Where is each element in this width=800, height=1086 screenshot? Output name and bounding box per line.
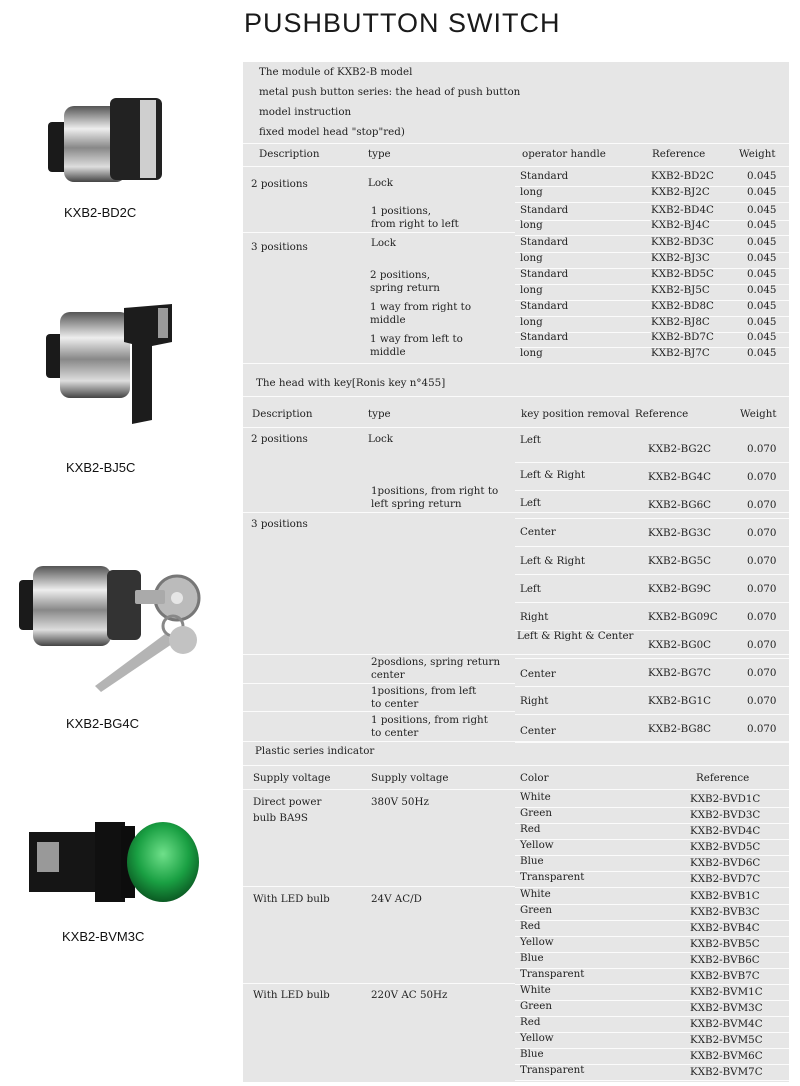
reference-cell: KXB2-BG8C — [648, 723, 712, 735]
type-label: to center — [371, 727, 419, 739]
color-cell: Transparent — [520, 871, 585, 883]
weight-cell: 0.045 — [747, 316, 777, 328]
row-divider — [243, 427, 789, 428]
row-divider — [243, 512, 789, 513]
reference-cell: KXB2-BVD4C — [690, 825, 761, 837]
type-label: Lock — [368, 433, 394, 445]
row-divider — [243, 396, 789, 397]
weight-cell: 0.070 — [747, 499, 777, 511]
color-cell: Blue — [520, 952, 544, 964]
weight-cell: 0.045 — [747, 331, 777, 343]
handle-cell: Standard — [520, 331, 569, 343]
color-cell: Green — [520, 1000, 552, 1012]
row-divider — [515, 920, 789, 921]
key-position-cell: Left & Right — [520, 555, 585, 567]
reference-cell: KXB2-BVB6C — [690, 954, 760, 966]
group-label: bulb BA9S — [253, 812, 308, 824]
row-divider — [515, 1080, 789, 1081]
weight-cell: 0.070 — [747, 723, 777, 735]
row-divider — [515, 1016, 789, 1017]
color-cell: Red — [520, 920, 541, 932]
reference-cell: KXB2-BJ2C — [651, 186, 710, 198]
color-cell: Blue — [520, 855, 544, 867]
color-cell: White — [520, 888, 551, 900]
color-cell: White — [520, 791, 551, 803]
row-divider — [515, 855, 789, 856]
row-divider — [515, 742, 789, 743]
reference-cell: KXB2-BD4C — [651, 204, 714, 216]
group-label: 3 positions — [251, 518, 308, 530]
group-label: Direct power — [253, 796, 322, 808]
color-cell: Yellow — [520, 936, 554, 948]
handle-cell: long — [520, 347, 543, 359]
product-image-bg4c — [15, 560, 210, 700]
key-position-cell: Center — [520, 668, 556, 680]
reference-cell: KXB2-BVM4C — [690, 1018, 763, 1030]
type-label: Lock — [371, 237, 397, 249]
type-label: 1 positions, from right — [371, 714, 488, 726]
reference-cell: KXB2-BG4C — [648, 471, 712, 483]
handle-cell: long — [520, 284, 543, 296]
voltage-cell: 220V AC 50Hz — [371, 989, 448, 1001]
row-divider — [515, 936, 789, 937]
column-header: Description — [252, 408, 313, 420]
row-divider — [515, 1000, 789, 1001]
row-divider — [243, 654, 789, 655]
reference-cell: KXB2-BG1C — [648, 695, 712, 707]
row-divider — [243, 232, 515, 233]
column-header: Reference — [652, 148, 706, 160]
row-divider — [515, 904, 789, 905]
row-divider — [515, 574, 789, 575]
weight-cell: 0.045 — [747, 347, 777, 359]
handle-cell: Standard — [520, 170, 569, 182]
section-title: The head with key[Ronis key n°455] — [256, 377, 446, 389]
product-image-bvm3c — [25, 812, 205, 907]
row-divider — [243, 765, 789, 766]
type-label: to center — [371, 698, 419, 710]
weight-cell: 0.070 — [747, 611, 777, 623]
reference-cell: KXB2-BVB4C — [690, 922, 760, 934]
intro-line: metal push button series: the head of push button — [259, 86, 521, 98]
type-label: 1 positions, — [371, 205, 432, 217]
reference-cell: KXB2-BVD5C — [690, 841, 761, 853]
row-divider — [515, 952, 789, 953]
row-divider — [515, 602, 789, 603]
voltage-cell: 24V AC/D — [371, 893, 422, 905]
key-position-cell: Left & Right — [520, 469, 585, 481]
reference-cell: KXB2-BJ8C — [651, 316, 710, 328]
reference-cell: KXB2-BD2C — [651, 170, 714, 182]
column-header: type — [368, 408, 391, 420]
type-label: 1positions, from right to — [371, 485, 499, 497]
weight-cell: 0.070 — [747, 555, 777, 567]
product-caption: KXB2-BG4C — [66, 716, 139, 731]
type-label: center — [371, 669, 405, 681]
handle-cell: long — [520, 186, 543, 198]
reference-cell: KXB2-BG6C — [648, 499, 712, 511]
row-divider — [515, 839, 789, 840]
row-divider — [515, 1032, 789, 1033]
row-divider — [243, 789, 789, 790]
column-header: Supply voltage — [253, 772, 331, 784]
reference-cell: KXB2-BJ7C — [651, 347, 710, 359]
section-title: Plastic series indicator — [255, 745, 375, 757]
reference-cell: KXB2-BG9C — [648, 583, 712, 595]
key-position-cell: Center — [520, 526, 556, 538]
color-cell: White — [520, 984, 551, 996]
column-header: operator handle — [522, 148, 606, 160]
row-divider — [243, 363, 789, 364]
reference-cell: KXB2-BJ5C — [651, 284, 710, 296]
product-caption: KXB2-BJ5C — [66, 460, 136, 475]
row-divider — [515, 462, 789, 463]
color-cell: Red — [520, 1016, 541, 1028]
weight-cell: 0.070 — [747, 471, 777, 483]
weight-cell: 0.045 — [747, 252, 777, 264]
voltage-cell: 380V 50Hz — [371, 796, 429, 808]
handle-cell: long — [520, 252, 543, 264]
key-position-cell: Left — [520, 497, 541, 509]
type-label: 1 way from right to — [370, 301, 472, 313]
weight-cell: 0.070 — [747, 527, 777, 539]
reference-cell: KXB2-BVM6C — [690, 1050, 763, 1062]
row-divider — [243, 983, 515, 984]
row-divider — [515, 1048, 789, 1049]
color-cell: Yellow — [520, 839, 554, 851]
reference-cell: KXB2-BG3C — [648, 527, 712, 539]
handle-cell: long — [520, 316, 543, 328]
key-position-cell: Left — [520, 434, 541, 446]
color-cell: Red — [520, 823, 541, 835]
column-header: key position removal — [521, 408, 630, 420]
reference-cell: KXB2-BJ3C — [651, 252, 710, 264]
column-header: Description — [259, 148, 320, 160]
type-label: 2 positions, — [370, 269, 431, 281]
reference-cell: KXB2-BD7C — [651, 331, 714, 343]
type-label: from right to left — [371, 218, 459, 230]
reference-cell: KXB2-BVM7C — [690, 1066, 763, 1078]
weight-cell: 0.045 — [747, 268, 777, 280]
type-label: 1 way from left to — [370, 333, 463, 345]
weight-cell: 0.070 — [747, 443, 777, 455]
product-caption: KXB2-BVM3C — [62, 929, 145, 944]
reference-cell: KXB2-BVB7C — [690, 970, 760, 982]
type-label: 2posdions, spring return — [371, 656, 501, 668]
key-position-cell: Right — [520, 611, 549, 623]
column-header: Reference — [635, 408, 689, 420]
row-divider — [515, 490, 789, 491]
reference-cell: KXB2-BG2C — [648, 443, 712, 455]
weight-cell: 0.070 — [747, 639, 777, 651]
color-cell: Transparent — [520, 968, 585, 980]
intro-line: fixed model head "stop"red) — [259, 126, 405, 138]
row-divider — [515, 518, 789, 519]
row-divider — [515, 887, 789, 888]
row-divider — [515, 546, 789, 547]
color-cell: Yellow — [520, 1032, 554, 1044]
color-cell: Transparent — [520, 1064, 585, 1076]
handle-cell: Standard — [520, 236, 569, 248]
column-header: Weight — [740, 408, 777, 420]
weight-cell: 0.045 — [747, 170, 777, 182]
group-label: 2 positions — [251, 433, 308, 445]
reference-cell: KXB2-BVB1C — [690, 890, 760, 902]
row-divider — [243, 886, 515, 887]
row-divider — [243, 741, 789, 742]
key-position-cell: Right — [520, 695, 549, 707]
row-divider — [243, 683, 515, 684]
type-label: middle — [370, 314, 406, 326]
reference-cell: KXB2-BVD6C — [690, 857, 761, 869]
weight-cell: 0.045 — [747, 300, 777, 312]
reference-cell: KXB2-BVM3C — [690, 1002, 763, 1014]
column-header: type — [368, 148, 391, 160]
reference-cell: KXB2-BVD7C — [690, 873, 761, 885]
reference-cell: KXB2-BD5C — [651, 268, 714, 280]
reference-cell: KXB2-BJ4C — [651, 219, 710, 231]
reference-cell: KXB2-BG09C — [648, 611, 718, 623]
group-label: 3 positions — [251, 241, 308, 253]
product-caption: KXB2-BD2C — [64, 205, 137, 220]
weight-cell: 0.045 — [747, 284, 777, 296]
handle-cell: long — [520, 219, 543, 231]
reference-cell: KXB2-BG0C — [648, 639, 712, 651]
type-label: spring return — [370, 282, 440, 294]
row-divider — [515, 202, 789, 203]
color-cell: Green — [520, 904, 552, 916]
reference-cell: KXB2-BVD3C — [690, 809, 761, 821]
group-label: 2 positions — [251, 178, 308, 190]
row-divider — [515, 807, 789, 808]
row-divider — [515, 714, 789, 715]
type-label: left spring return — [371, 498, 462, 510]
type-label: middle — [370, 346, 406, 358]
reference-cell: KXB2-BVB3C — [690, 906, 760, 918]
weight-cell: 0.045 — [747, 204, 777, 216]
row-divider — [243, 166, 789, 167]
type-label: Lock — [368, 177, 394, 189]
product-image-bj5c — [40, 300, 185, 430]
group-label: With LED bulb — [253, 989, 330, 1001]
color-cell: Green — [520, 807, 552, 819]
weight-cell: 0.045 — [747, 236, 777, 248]
row-divider — [515, 823, 789, 824]
key-position-cell: Left & Right & Center — [517, 630, 634, 642]
column-header: Reference — [696, 772, 750, 784]
reference-cell: KXB2-BD3C — [651, 236, 714, 248]
reference-cell: KXB2-BVB5C — [690, 938, 760, 950]
weight-cell: 0.070 — [747, 583, 777, 595]
key-position-cell: Center — [520, 725, 556, 737]
handle-cell: Standard — [520, 300, 569, 312]
handle-cell: Standard — [520, 268, 569, 280]
page-title: PUSHBUTTON SWITCH — [244, 8, 561, 38]
reference-cell: KXB2-BG7C — [648, 667, 712, 679]
type-label: 1positions, from left — [371, 685, 477, 697]
weight-cell: 0.070 — [747, 667, 777, 679]
color-cell: Blue — [520, 1048, 544, 1060]
group-label: With LED bulb — [253, 893, 330, 905]
weight-cell: 0.045 — [747, 186, 777, 198]
reference-cell: KXB2-BD8C — [651, 300, 714, 312]
row-divider — [515, 686, 789, 687]
spec-table-panel — [243, 62, 789, 1082]
row-divider — [515, 658, 789, 659]
column-header: Color — [520, 772, 549, 784]
key-position-cell: Left — [520, 583, 541, 595]
weight-cell: 0.045 — [747, 219, 777, 231]
product-image-bd2c — [40, 92, 180, 192]
weight-cell: 0.070 — [747, 695, 777, 707]
intro-line: The module of KXB2-B model — [259, 66, 413, 78]
intro-line: model instruction — [259, 106, 352, 118]
column-header: Weight — [739, 148, 776, 160]
reference-cell: KXB2-BVM1C — [690, 986, 763, 998]
reference-cell: KXB2-BG5C — [648, 555, 712, 567]
row-divider — [515, 984, 789, 985]
reference-cell: KXB2-BVM5C — [690, 1034, 763, 1046]
column-header: Supply voltage — [371, 772, 449, 784]
handle-cell: Standard — [520, 204, 569, 216]
reference-cell: KXB2-BVD1C — [690, 793, 761, 805]
row-divider — [243, 143, 789, 144]
row-divider — [243, 711, 515, 712]
